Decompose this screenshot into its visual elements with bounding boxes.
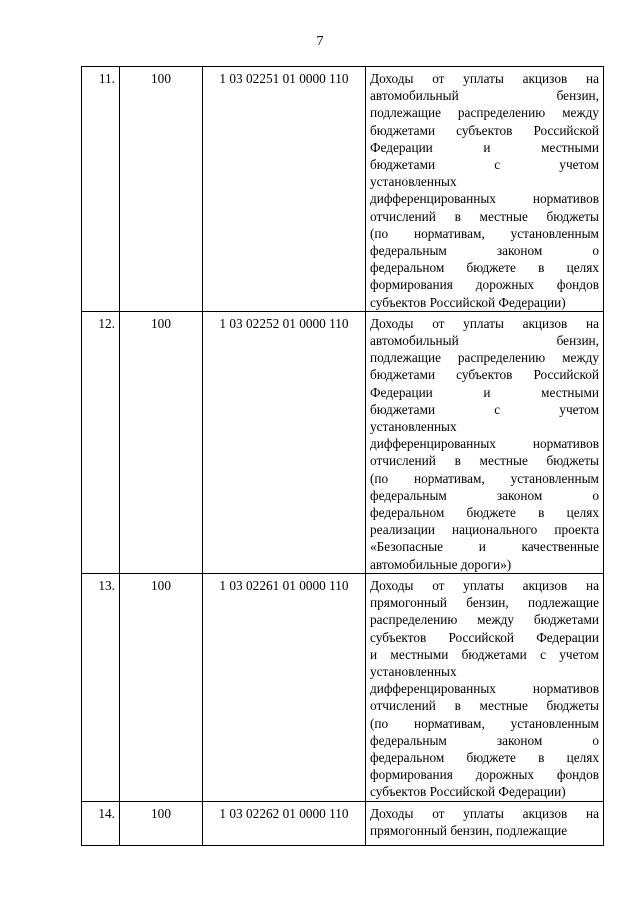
description-line: установленных xyxy=(370,174,457,190)
row-number-cell: 12. xyxy=(82,311,120,573)
description-line: Федерации и местными xyxy=(370,139,599,155)
table-row xyxy=(82,67,604,312)
description-line: подлежащие распределению между xyxy=(370,105,599,121)
row-number-cell: 11. xyxy=(82,67,120,312)
description-line: Доходы от уплаты акцизов на xyxy=(370,805,599,821)
admin-code-cell: 100 xyxy=(120,573,203,801)
description-line: субъектов Российской Федерации) xyxy=(370,294,566,310)
description-line: федеральном бюджете в целях xyxy=(370,749,599,765)
table-row xyxy=(82,801,604,845)
description-line: Доходы от уплаты акцизов на xyxy=(370,577,599,593)
description-line: (по нормативам, установленным xyxy=(370,470,599,486)
description-line: распределению между бюджетами xyxy=(370,612,599,628)
description-line: отчислений в местные бюджеты xyxy=(370,453,599,469)
description-line: (по нормативам, установленным xyxy=(370,715,599,731)
description-line: отчислений в местные бюджеты xyxy=(370,698,599,714)
description-line: формирования дорожных фондов xyxy=(370,277,599,293)
description-line: установленных xyxy=(370,419,457,435)
description-line: автомобильные дороги») xyxy=(370,556,512,572)
description-line: автомобильный бензин, xyxy=(370,88,599,104)
description-line: Федерации и местными xyxy=(370,384,599,400)
description-line: субъектов Российской Федерации) xyxy=(370,784,566,800)
row-number-cell: 14. xyxy=(82,801,120,845)
description-line: отчислений в местные бюджеты xyxy=(370,208,599,224)
description-line: бюджетами с учетом xyxy=(370,401,599,417)
description-line: бюджетами с учетом xyxy=(370,157,599,173)
description-line: подлежащие распределению между xyxy=(370,350,599,366)
description-line: установленных xyxy=(370,663,457,679)
description-line: формирования дорожных фондов xyxy=(370,767,599,783)
description-line: автомобильный бензин, xyxy=(370,333,599,349)
description-line: дифференцированных нормативов xyxy=(370,191,599,207)
description-line: федеральным законом о xyxy=(370,487,599,503)
revenue-description-cell xyxy=(366,311,604,573)
budget-classification-code-cell: 1 03 02252 01 0000 110 xyxy=(203,311,366,573)
admin-code-cell: 100 xyxy=(120,311,203,573)
description-line: федеральном бюджете в целях xyxy=(370,505,599,521)
page-number: 7 xyxy=(316,34,324,49)
description-line: прямогонный бензин, подлежащие xyxy=(370,595,599,611)
revenue-description-cell xyxy=(366,67,604,312)
description-line: бюджетами субъектов Российской xyxy=(370,122,599,138)
description-line: федеральном бюджете в целях xyxy=(370,260,599,276)
description-line: федеральным законом о xyxy=(370,243,599,259)
revenue-table-body xyxy=(82,67,604,846)
revenue-description-cell xyxy=(366,801,604,845)
description-line: дифференцированных нормативов xyxy=(370,681,599,697)
row-number-cell: 13. xyxy=(82,573,120,801)
admin-code-cell: 100 xyxy=(120,67,203,312)
description-line: Доходы от уплаты акцизов на xyxy=(370,71,599,86)
description-line: федеральным законом о xyxy=(370,732,599,748)
description-line: прямогонный бензин, подлежащие xyxy=(370,822,568,838)
description-line: (по нормативам, установленным xyxy=(370,225,599,241)
description-line: и местными бюджетами с учетом xyxy=(370,646,599,662)
description-line: Доходы от уплаты акцизов на xyxy=(370,315,599,331)
table-row xyxy=(82,311,604,573)
budget-classification-code-cell: 1 03 02261 01 0000 110 xyxy=(203,573,366,801)
budget-classification-code-cell: 1 03 02251 01 0000 110 xyxy=(203,67,366,312)
table-row xyxy=(82,573,604,801)
description-line: дифференцированных нормативов xyxy=(370,436,599,452)
budget-classification-code-cell: 1 03 02262 01 0000 110 xyxy=(203,801,366,845)
description-line: реализации национального проекта xyxy=(370,522,599,538)
revenue-description-cell xyxy=(366,573,604,801)
description-line: субъектов Российской Федерации xyxy=(370,629,599,645)
revenue-table xyxy=(81,66,604,846)
admin-code-cell: 100 xyxy=(120,801,203,845)
description-line: «Безопасные и качественные xyxy=(370,539,599,555)
description-line: бюджетами субъектов Российской xyxy=(370,367,599,383)
